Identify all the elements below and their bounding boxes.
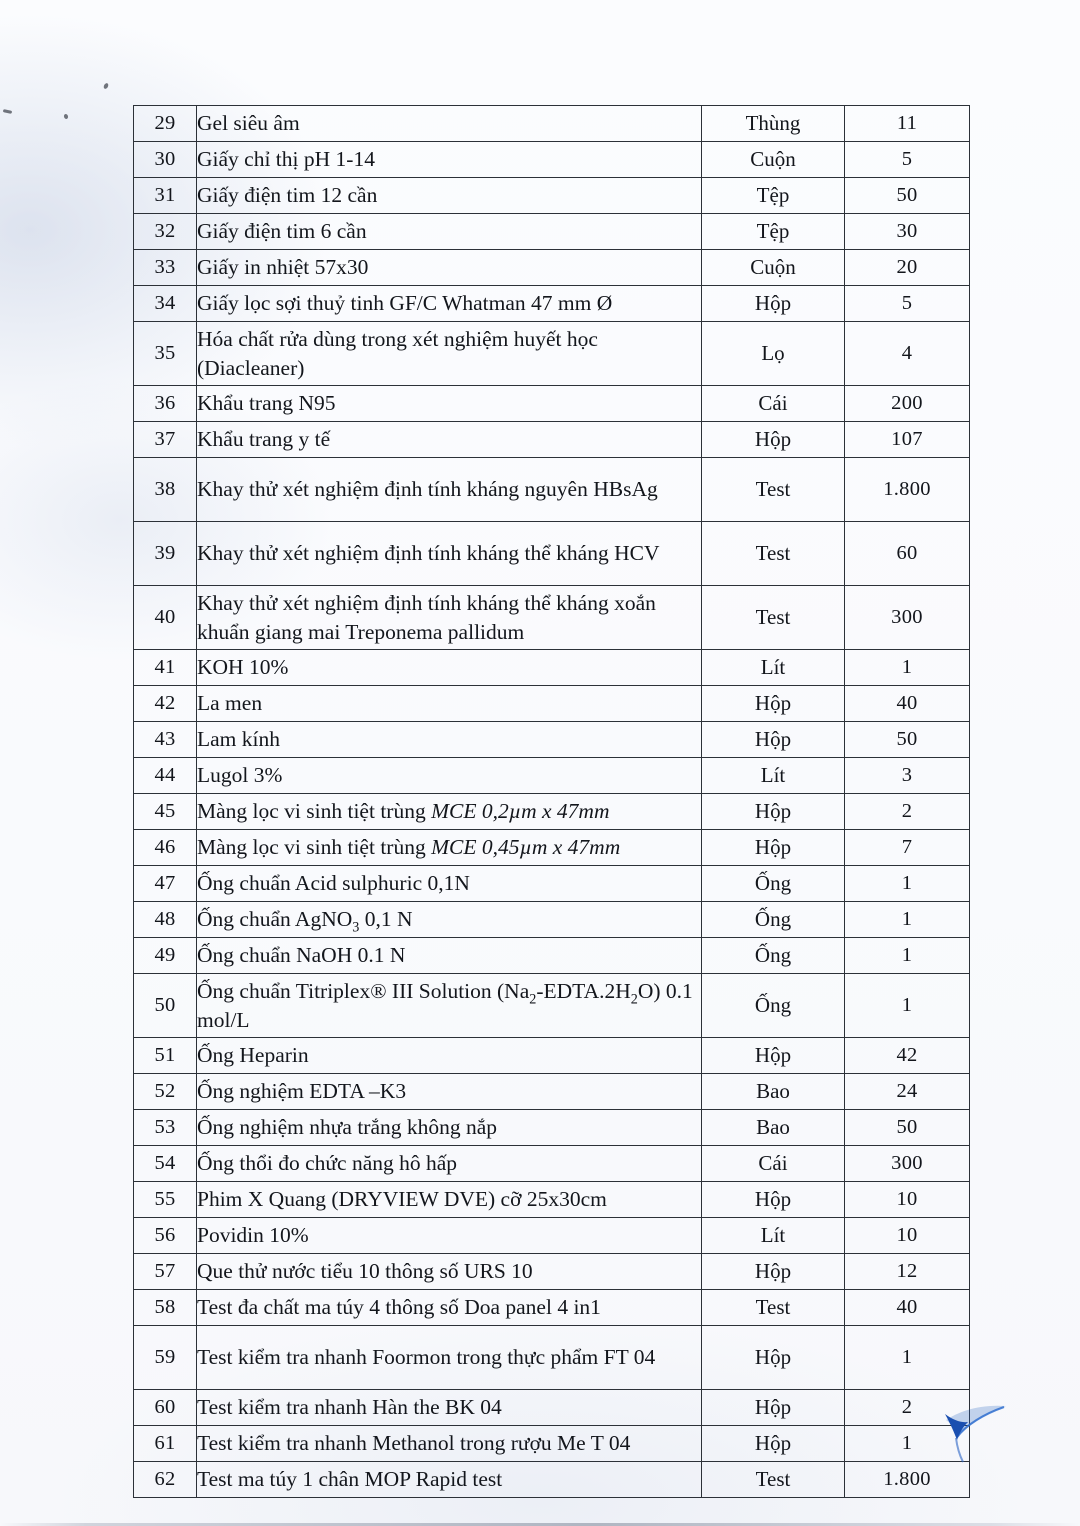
item-name: Khay thử xét nghiệm định tính kháng thể kháng xoắn khuẩn giang mai Treponema pallidum xyxy=(197,586,702,650)
item-unit: Lít xyxy=(702,1218,845,1254)
item-quantity: 1 xyxy=(845,1426,970,1462)
table-row xyxy=(134,1326,970,1390)
table-row xyxy=(134,974,970,1038)
item-quantity: 1 xyxy=(845,866,970,902)
item-name: Que thử nước tiểu 10 thông số URS 10 xyxy=(197,1254,702,1290)
item-unit: Hộp xyxy=(702,1390,845,1426)
row-number: 61 xyxy=(134,1426,197,1462)
item-quantity: 7 xyxy=(845,830,970,866)
item-name: Giấy in nhiệt 57x30 xyxy=(197,250,702,286)
table-row xyxy=(134,1290,970,1326)
table-row xyxy=(134,1254,970,1290)
table-row xyxy=(134,106,970,142)
item-unit: Test xyxy=(702,458,845,522)
item-quantity: 2 xyxy=(845,1390,970,1426)
item-unit: Hộp xyxy=(702,686,845,722)
item-unit: Cái xyxy=(702,386,845,422)
row-number: 33 xyxy=(134,250,197,286)
item-quantity: 12 xyxy=(845,1254,970,1290)
item-unit: Bao xyxy=(702,1074,845,1110)
table-row xyxy=(134,722,970,758)
row-number: 48 xyxy=(134,902,197,938)
item-name: Lugol 3% xyxy=(197,758,702,794)
table-row xyxy=(134,522,970,586)
item-unit: Hộp xyxy=(702,1426,845,1462)
item-name: Khẩu trang N95 xyxy=(197,386,702,422)
item-unit: Hộp xyxy=(702,1326,845,1390)
table-row xyxy=(134,458,970,522)
item-unit: Cuộn xyxy=(702,142,845,178)
item-name: Khay thử xét nghiệm định tính kháng thể kháng HCV xyxy=(197,522,702,586)
table-row xyxy=(134,214,970,250)
item-quantity: 10 xyxy=(845,1218,970,1254)
item-unit: Hộp xyxy=(702,1182,845,1218)
row-number: 39 xyxy=(134,522,197,586)
item-name: Giấy điện tim 6 cần xyxy=(197,214,702,250)
table-row xyxy=(134,586,970,650)
item-unit: Ống xyxy=(702,974,845,1038)
item-quantity: 10 xyxy=(845,1182,970,1218)
table-row xyxy=(134,866,970,902)
item-quantity: 30 xyxy=(845,214,970,250)
table-row xyxy=(134,1110,970,1146)
item-name: Hóa chất rửa dùng trong xét nghiệm huyết học (Diacleaner) xyxy=(197,322,702,386)
ink-speck xyxy=(3,109,12,114)
row-number: 47 xyxy=(134,866,197,902)
row-number: 34 xyxy=(134,286,197,322)
item-quantity: 1 xyxy=(845,650,970,686)
item-name: Lam kính xyxy=(197,722,702,758)
row-number: 52 xyxy=(134,1074,197,1110)
row-number: 44 xyxy=(134,758,197,794)
item-unit: Lít xyxy=(702,650,845,686)
ink-speck xyxy=(103,82,109,89)
item-name: Màng lọc vi sinh tiệt trùng MCE 0,45µm x 47mm xyxy=(197,830,702,866)
table-row xyxy=(134,902,970,938)
item-quantity: 11 xyxy=(845,106,970,142)
table-row xyxy=(134,686,970,722)
item-name: Ống chuẩn Titriplex® III Solution $(Na_2-EDTA.2H_2O)$ 0.1 mol/L xyxy=(197,974,702,1038)
table-row xyxy=(134,286,970,322)
item-quantity: 1 xyxy=(845,938,970,974)
row-number: 56 xyxy=(134,1218,197,1254)
row-number: 62 xyxy=(134,1462,197,1498)
row-number: 35 xyxy=(134,322,197,386)
item-name: Ống thổi đo chức năng hô hấp xyxy=(197,1146,702,1182)
row-number: 59 xyxy=(134,1326,197,1390)
table-row xyxy=(134,1426,970,1462)
table-row xyxy=(134,250,970,286)
item-unit: Ống xyxy=(702,938,845,974)
item-name: Ống chuẩn NaOH 0.1 N xyxy=(197,938,702,974)
item-quantity: 24 xyxy=(845,1074,970,1110)
item-unit: Lọ xyxy=(702,322,845,386)
item-unit: Cái xyxy=(702,1146,845,1182)
item-quantity: 200 xyxy=(845,386,970,422)
item-quantity: 1.800 xyxy=(845,1462,970,1498)
item-quantity: 300 xyxy=(845,586,970,650)
table-row xyxy=(134,1182,970,1218)
item-unit: Hộp xyxy=(702,1254,845,1290)
row-number: 38 xyxy=(134,458,197,522)
table-row xyxy=(134,178,970,214)
table-row xyxy=(134,758,970,794)
table-row xyxy=(134,386,970,422)
table-row xyxy=(134,142,970,178)
item-name: Test ma túy 1 chân MOP Rapid test xyxy=(197,1462,702,1498)
inventory-table-body xyxy=(134,106,970,1498)
item-quantity: 1 xyxy=(845,974,970,1038)
row-number: 32 xyxy=(134,214,197,250)
item-unit: Ống xyxy=(702,866,845,902)
item-quantity: 4 xyxy=(845,322,970,386)
item-quantity: 5 xyxy=(845,286,970,322)
item-quantity: 2 xyxy=(845,794,970,830)
row-number: 51 xyxy=(134,1038,197,1074)
row-number: 49 xyxy=(134,938,197,974)
row-number: 50 xyxy=(134,974,197,1038)
item-name: Ống chuẩn AgNO$_3$ 0,1 N xyxy=(197,902,702,938)
row-number: 42 xyxy=(134,686,197,722)
item-name: Test kiểm tra nhanh Methanol trong rượu Me T 04 xyxy=(197,1426,702,1462)
row-number: 46 xyxy=(134,830,197,866)
item-name: Khẩu trang y tế xyxy=(197,422,702,458)
item-quantity: 42 xyxy=(845,1038,970,1074)
table-row xyxy=(134,650,970,686)
item-unit: Hộp xyxy=(702,1038,845,1074)
item-unit: Hộp xyxy=(702,422,845,458)
item-unit: Thùng xyxy=(702,106,845,142)
table-row xyxy=(134,322,970,386)
row-number: 36 xyxy=(134,386,197,422)
item-name: Phim X Quang (DRYVIEW DVE) cỡ 25x30cm xyxy=(197,1182,702,1218)
item-name: KOH 10% xyxy=(197,650,702,686)
table-row xyxy=(134,1038,970,1074)
table-row xyxy=(134,1390,970,1426)
table-row xyxy=(134,830,970,866)
item-quantity: 50 xyxy=(845,1110,970,1146)
item-name: Màng lọc vi sinh tiệt trùng MCE 0,2µm x 47mm xyxy=(197,794,702,830)
item-quantity: 40 xyxy=(845,686,970,722)
table-row xyxy=(134,1074,970,1110)
row-number: 29 xyxy=(134,106,197,142)
item-quantity: 1 xyxy=(845,902,970,938)
row-number: 53 xyxy=(134,1110,197,1146)
item-unit: Hộp xyxy=(702,794,845,830)
table-row xyxy=(134,1146,970,1182)
item-quantity: 300 xyxy=(845,1146,970,1182)
row-number: 57 xyxy=(134,1254,197,1290)
item-unit: Test xyxy=(702,1290,845,1326)
table-row xyxy=(134,794,970,830)
item-unit: Test xyxy=(702,522,845,586)
row-number: 37 xyxy=(134,422,197,458)
item-name: Ống nghiệm nhựa trắng không nắp xyxy=(197,1110,702,1146)
item-name: Khay thử xét nghiệm định tính kháng nguyên HBsAg xyxy=(197,458,702,522)
item-unit: Cuộn xyxy=(702,250,845,286)
item-unit: Hộp xyxy=(702,286,845,322)
item-name: Test đa chất ma túy 4 thông số Doa panel 4 in1 xyxy=(197,1290,702,1326)
item-unit: Hộp xyxy=(702,722,845,758)
table-row xyxy=(134,422,970,458)
row-number: 40 xyxy=(134,586,197,650)
item-name: Test kiểm tra nhanh Foormon trong thực phẩm FT 04 xyxy=(197,1326,702,1390)
item-quantity: 3 xyxy=(845,758,970,794)
row-number: 60 xyxy=(134,1390,197,1426)
row-number: 41 xyxy=(134,650,197,686)
row-number: 30 xyxy=(134,142,197,178)
item-unit: Tệp xyxy=(702,214,845,250)
item-unit: Test xyxy=(702,586,845,650)
item-quantity: 20 xyxy=(845,250,970,286)
row-number: 45 xyxy=(134,794,197,830)
item-name: Giấy điện tim 12 cần xyxy=(197,178,702,214)
item-name: Test kiểm tra nhanh Hàn the BK 04 xyxy=(197,1390,702,1426)
item-name: Gel siêu âm xyxy=(197,106,702,142)
item-unit: Hộp xyxy=(702,830,845,866)
item-name: Giấy lọc sợi thuỷ tinh GF/C Whatman 47 mm Ø xyxy=(197,286,702,322)
table-row xyxy=(134,1218,970,1254)
item-unit: Ống xyxy=(702,902,845,938)
row-number: 31 xyxy=(134,178,197,214)
ink-speck xyxy=(63,114,68,120)
item-unit: Test xyxy=(702,1462,845,1498)
row-number: 43 xyxy=(134,722,197,758)
item-quantity: 1.800 xyxy=(845,458,970,522)
item-name: Ống chuẩn Acid sulphuric 0,1N xyxy=(197,866,702,902)
item-quantity: 107 xyxy=(845,422,970,458)
table-row xyxy=(134,1462,970,1498)
item-name: Giấy chỉ thị pH 1-14 xyxy=(197,142,702,178)
inventory-table xyxy=(133,105,970,1498)
row-number: 55 xyxy=(134,1182,197,1218)
item-name: Ống Heparin xyxy=(197,1038,702,1074)
item-name: La men xyxy=(197,686,702,722)
item-unit: Tệp xyxy=(702,178,845,214)
item-quantity: 50 xyxy=(845,722,970,758)
item-quantity: 5 xyxy=(845,142,970,178)
item-quantity: 1 xyxy=(845,1326,970,1390)
item-quantity: 50 xyxy=(845,178,970,214)
row-number: 58 xyxy=(134,1290,197,1326)
item-unit: Lít xyxy=(702,758,845,794)
row-number: 54 xyxy=(134,1146,197,1182)
item-name: Povidin 10% xyxy=(197,1218,702,1254)
item-unit: Bao xyxy=(702,1110,845,1146)
table-row xyxy=(134,938,970,974)
item-quantity: 60 xyxy=(845,522,970,586)
item-name: Ống nghiệm EDTA –K3 xyxy=(197,1074,702,1110)
item-quantity: 40 xyxy=(845,1290,970,1326)
